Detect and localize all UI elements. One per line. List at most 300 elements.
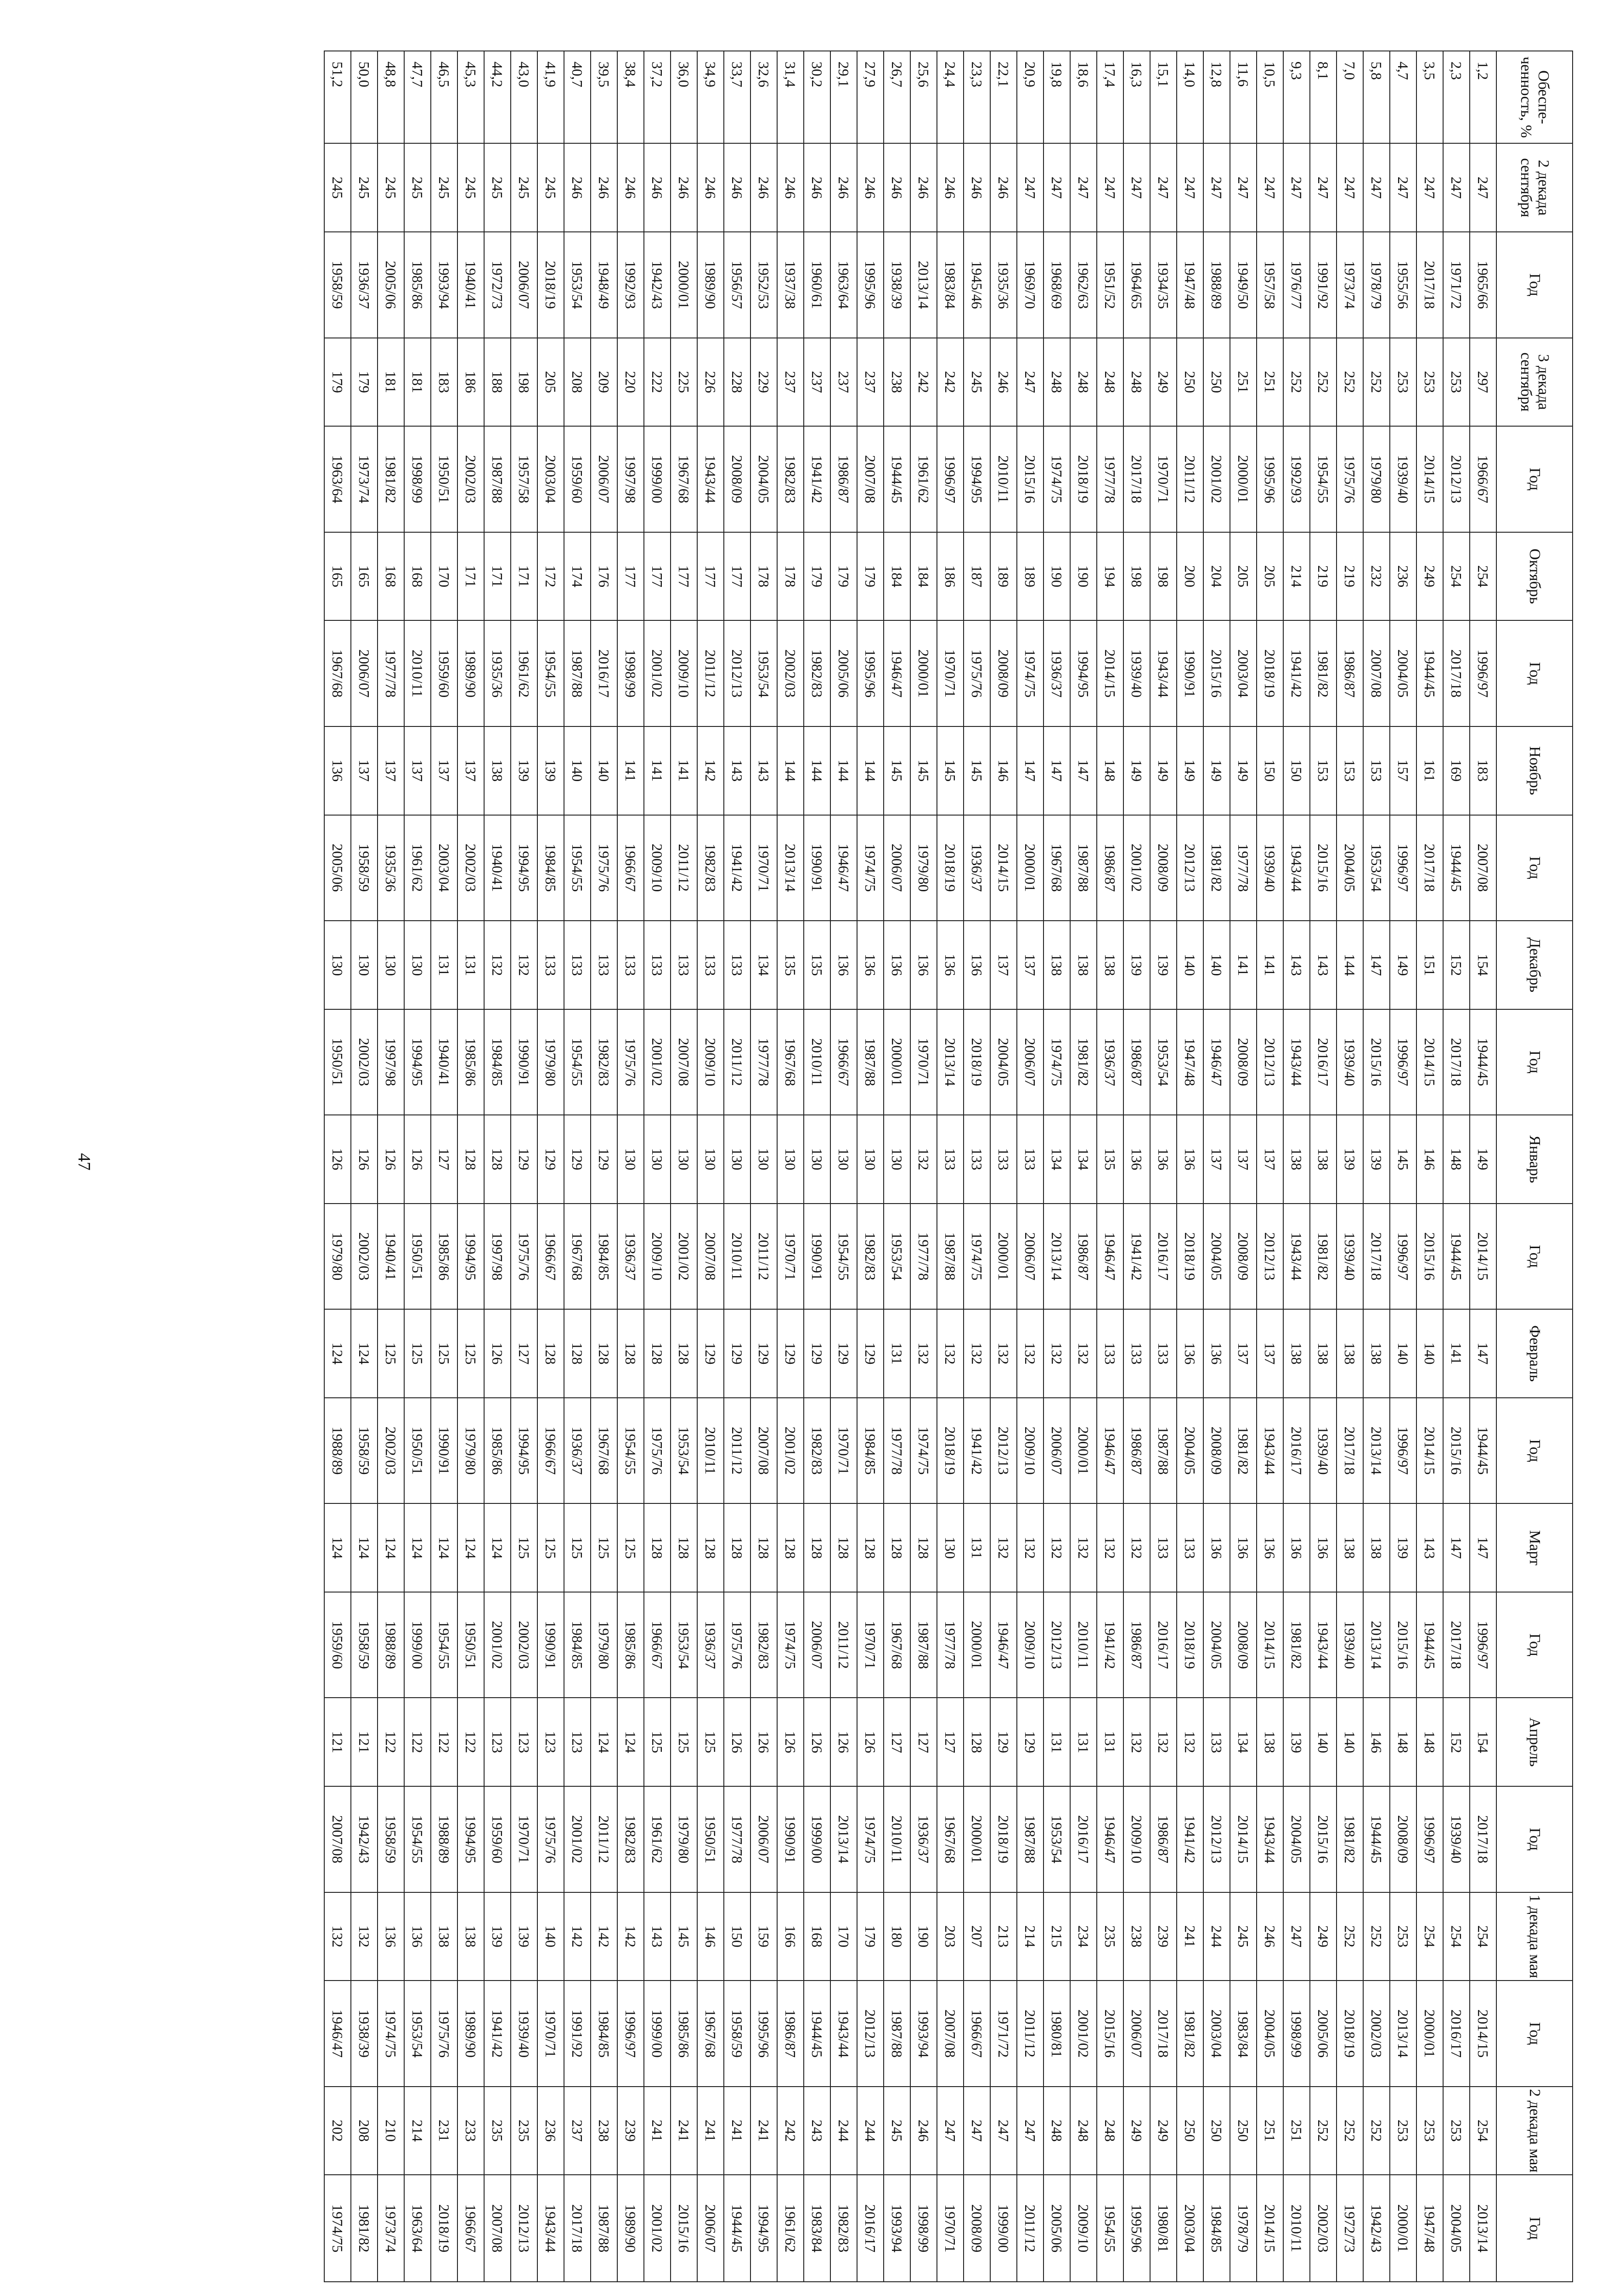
value-cell: 208 (351, 2087, 378, 2175)
value-cell: 128 (804, 1503, 830, 1592)
year-cell: 2000/01 (1070, 1398, 1097, 1503)
year-cell: 2009/10 (1017, 1592, 1044, 1698)
year-cell: 2000/01 (1416, 1981, 1443, 2086)
value-cell: 246 (750, 143, 777, 232)
year-cell: 1974/75 (1044, 426, 1070, 532)
year-cell: 1961/62 (777, 2175, 804, 2282)
value-cell: 247 (1470, 143, 1496, 232)
value-cell: 139 (1337, 1115, 1363, 1204)
year-cell: 1967/68 (564, 1204, 591, 1309)
value-cell: 154 (1470, 921, 1496, 1009)
year-cell: 2016/17 (1283, 1398, 1310, 1503)
year-cell: 1981/82 (378, 426, 404, 532)
value-cell: 132 (1177, 1698, 1203, 1786)
value-cell: 139 (1363, 1115, 1390, 1204)
year-cell: 2018/19 (1177, 1204, 1203, 1309)
value-cell: 132 (990, 1309, 1017, 1398)
probability-cell: 22,1 (990, 51, 1017, 143)
value-cell: 174 (564, 532, 591, 621)
table-row (1203, 51, 1230, 2282)
value-cell: 241 (750, 2087, 777, 2175)
probability-cell: 10,5 (1257, 51, 1283, 143)
year-cell: 2015/16 (1203, 620, 1230, 726)
year-cell: 1994/95 (511, 1398, 537, 1503)
year-cell: 2011/12 (697, 620, 724, 726)
value-cell: 245 (404, 143, 431, 232)
year-cell: 2007/08 (857, 426, 884, 532)
year-cell: 2014/15 (1470, 1981, 1496, 2086)
year-cell: 1941/42 (1177, 1786, 1203, 1892)
year-cell: 2007/08 (1470, 815, 1496, 921)
value-cell: 130 (830, 1115, 857, 1204)
year-cell: 1981/82 (1203, 815, 1230, 921)
year-cell: 1934/35 (1150, 232, 1177, 338)
year-cell: 1958/59 (351, 1398, 378, 1503)
value-cell: 130 (324, 921, 351, 1009)
value-cell: 207 (964, 1892, 990, 1981)
table-row (457, 51, 484, 2282)
year-cell: 2008/09 (964, 2175, 990, 2282)
year-cell: 2018/19 (431, 2175, 457, 2282)
value-cell: 249 (1123, 2087, 1150, 2175)
year-cell: 2000/01 (964, 1786, 990, 1892)
year-cell: 1985/86 (671, 1981, 697, 2086)
value-cell: 246 (910, 2087, 937, 2175)
value-cell: 141 (671, 726, 697, 815)
probability-cell: 23,3 (964, 51, 990, 143)
value-cell: 246 (591, 143, 617, 232)
value-cell: 168 (404, 532, 431, 621)
year-cell: 1935/36 (484, 620, 511, 726)
year-cell: 2000/01 (910, 620, 937, 726)
year-cell: 1999/00 (644, 1981, 671, 2086)
value-cell: 126 (484, 1309, 511, 1398)
probability-cell: 34,9 (697, 51, 724, 143)
column-header: 2 декада мая (1496, 2087, 1573, 2175)
value-cell: 246 (937, 143, 964, 232)
year-cell: 1984/85 (591, 1204, 617, 1309)
year-cell: 2014/15 (1416, 1009, 1443, 1115)
value-cell: 236 (537, 2087, 564, 2175)
value-cell: 146 (697, 1892, 724, 1981)
value-cell: 150 (724, 1892, 750, 1981)
value-cell: 247 (1017, 338, 1044, 427)
value-cell: 133 (1203, 1698, 1230, 1786)
value-cell: 136 (378, 1892, 404, 1981)
year-cell: 1954/55 (1310, 426, 1337, 532)
value-cell: 245 (884, 2087, 910, 2175)
table-row (1257, 51, 1283, 2282)
year-cell: 2001/02 (1070, 1981, 1097, 2086)
year-cell: 1988/89 (431, 1786, 457, 1892)
value-cell: 129 (724, 1309, 750, 1398)
value-cell: 137 (1203, 1115, 1230, 1204)
value-cell: 203 (937, 1892, 964, 1981)
value-cell: 129 (804, 1309, 830, 1398)
table-row (537, 51, 564, 2282)
table-row (990, 51, 1017, 2282)
probability-cell: 8,1 (1310, 51, 1337, 143)
value-cell: 137 (457, 726, 484, 815)
probability-table (324, 51, 1573, 2282)
year-cell: 1981/82 (1177, 1981, 1203, 2086)
value-cell: 172 (537, 532, 564, 621)
year-cell: 2001/02 (644, 2175, 671, 2282)
year-cell: 2013/14 (1044, 1204, 1070, 1309)
year-cell: 1982/83 (804, 1398, 830, 1503)
value-cell: 247 (1070, 143, 1097, 232)
year-cell: 1972/73 (484, 232, 511, 338)
year-cell: 1939/40 (1123, 620, 1150, 726)
value-cell: 252 (1310, 338, 1337, 427)
year-cell: 1987/88 (1150, 1398, 1177, 1503)
value-cell: 134 (750, 921, 777, 1009)
value-cell: 138 (1363, 1309, 1390, 1398)
value-cell: 136 (1283, 1503, 1310, 1592)
value-cell: 200 (1177, 532, 1203, 621)
year-cell: 1967/68 (697, 1981, 724, 2086)
value-cell: 243 (804, 2087, 830, 2175)
year-cell: 2014/15 (1097, 620, 1123, 726)
year-cell: 2016/17 (1310, 1009, 1337, 1115)
year-cell: 1992/93 (1283, 426, 1310, 532)
table-row (484, 51, 511, 2282)
value-cell: 219 (1310, 532, 1337, 621)
value-cell: 184 (910, 532, 937, 621)
value-cell: 241 (644, 2087, 671, 2175)
value-cell: 131 (884, 1309, 910, 1398)
year-cell: 1943/44 (1257, 1786, 1283, 1892)
value-cell: 179 (830, 532, 857, 621)
column-header: Год (1496, 232, 1573, 338)
value-cell: 129 (697, 1309, 724, 1398)
value-cell: 140 (1390, 1309, 1416, 1398)
probability-cell: 18,6 (1070, 51, 1097, 143)
year-cell: 1996/97 (1416, 1786, 1443, 1892)
year-cell: 2014/15 (1257, 2175, 1283, 2282)
value-cell: 125 (617, 1503, 644, 1592)
year-cell: 2004/05 (1390, 620, 1416, 726)
year-cell: 1969/70 (1017, 232, 1044, 338)
year-cell: 2008/09 (1150, 815, 1177, 921)
year-cell: 1996/97 (937, 426, 964, 532)
year-cell: 1945/46 (964, 232, 990, 338)
year-cell: 1946/47 (1097, 1204, 1123, 1309)
value-cell: 247 (937, 2087, 964, 2175)
year-cell: 2016/17 (1150, 1204, 1177, 1309)
year-cell: 1936/37 (910, 1786, 937, 1892)
value-cell: 127 (910, 1698, 937, 1786)
value-cell: 297 (1470, 338, 1496, 427)
value-cell: 136 (964, 921, 990, 1009)
value-cell: 208 (564, 338, 591, 427)
year-cell: 2007/08 (324, 1786, 351, 1892)
value-cell: 177 (617, 532, 644, 621)
probability-cell: 48,8 (378, 51, 404, 143)
year-cell: 1980/81 (1044, 1981, 1070, 2086)
year-cell: 1975/76 (1337, 426, 1363, 532)
value-cell: 139 (484, 1892, 511, 1981)
value-cell: 253 (1443, 2087, 1470, 2175)
year-cell: 2009/10 (644, 1204, 671, 1309)
year-cell: 1959/60 (431, 620, 457, 726)
rotated-table-container (57, 51, 1573, 2282)
year-cell: 2018/19 (937, 815, 964, 921)
value-cell: 133 (937, 1115, 964, 1204)
value-cell: 146 (990, 726, 1017, 815)
value-cell: 132 (511, 921, 537, 1009)
value-cell: 213 (990, 1892, 1017, 1981)
value-cell: 238 (884, 338, 910, 427)
value-cell: 187 (964, 532, 990, 621)
value-cell: 122 (457, 1698, 484, 1786)
year-cell: 1939/40 (1390, 426, 1416, 532)
value-cell: 123 (564, 1698, 591, 1786)
value-cell: 253 (1390, 2087, 1416, 2175)
year-cell: 1953/54 (1150, 1009, 1177, 1115)
value-cell: 250 (1203, 2087, 1230, 2175)
year-cell: 1940/41 (457, 232, 484, 338)
value-cell: 130 (697, 1115, 724, 1204)
value-cell: 140 (537, 1892, 564, 1981)
value-cell: 177 (697, 532, 724, 621)
year-cell: 1995/96 (857, 620, 884, 726)
value-cell: 130 (857, 1115, 884, 1204)
value-cell: 190 (1070, 532, 1097, 621)
table-row (1390, 51, 1416, 2282)
year-cell: 2001/02 (484, 1592, 511, 1698)
year-cell: 2007/08 (697, 1204, 724, 1309)
year-cell: 2017/18 (1443, 1592, 1470, 1698)
value-cell: 245 (484, 143, 511, 232)
value-cell: 136 (1230, 1503, 1257, 1592)
year-cell: 1954/55 (404, 1786, 431, 1892)
year-cell: 2010/11 (724, 1204, 750, 1309)
year-cell: 1946/47 (1097, 1398, 1123, 1503)
year-cell: 2016/17 (857, 2175, 884, 2282)
year-cell: 2011/12 (724, 1398, 750, 1503)
year-cell: 1980/81 (1150, 2175, 1177, 2282)
table-row (324, 51, 351, 2282)
year-cell: 1996/97 (1390, 815, 1416, 921)
value-cell: 147 (1017, 726, 1044, 815)
year-cell: 1984/85 (1203, 2175, 1230, 2282)
year-cell: 1984/85 (591, 1981, 617, 2086)
year-cell: 1977/78 (1097, 426, 1123, 532)
year-cell: 1946/47 (990, 1592, 1017, 1698)
year-cell: 1981/82 (351, 2175, 378, 2282)
value-cell: 139 (1390, 1503, 1416, 1592)
year-cell: 1990/91 (431, 1398, 457, 1503)
value-cell: 124 (351, 1309, 378, 1398)
value-cell: 251 (1283, 2087, 1310, 2175)
value-cell: 129 (564, 1115, 591, 1204)
year-cell: 1966/67 (457, 2175, 484, 2282)
value-cell: 248 (1070, 338, 1097, 427)
year-cell: 1967/68 (937, 1786, 964, 1892)
value-cell: 134 (1044, 1115, 1070, 1204)
value-cell: 246 (964, 143, 990, 232)
year-cell: 1981/82 (1337, 1786, 1363, 1892)
year-cell: 2013/14 (1363, 1398, 1390, 1503)
year-cell: 1944/45 (1470, 1398, 1496, 1503)
value-cell: 138 (1310, 1309, 1337, 1398)
year-cell: 2017/18 (1443, 1009, 1470, 1115)
value-cell: 254 (1416, 1892, 1443, 1981)
value-cell: 248 (1097, 2087, 1123, 2175)
year-cell: 1936/37 (617, 1204, 644, 1309)
year-cell: 1943/44 (1310, 1592, 1337, 1698)
probability-cell: 12,8 (1203, 51, 1230, 143)
year-cell: 1974/75 (857, 815, 884, 921)
year-cell: 1944/45 (1416, 620, 1443, 726)
year-cell: 1936/37 (1097, 1009, 1123, 1115)
column-header: 2 декада сентября (1496, 143, 1573, 232)
year-cell: 1963/64 (830, 232, 857, 338)
year-cell: 1961/62 (910, 426, 937, 532)
value-cell: 148 (1097, 726, 1123, 815)
value-cell: 248 (1123, 338, 1150, 427)
value-cell: 143 (1283, 921, 1310, 1009)
year-cell: 2008/09 (1230, 1204, 1257, 1309)
value-cell: 123 (484, 1698, 511, 1786)
year-cell: 2007/08 (484, 2175, 511, 2282)
year-cell: 2001/02 (671, 1204, 697, 1309)
year-cell: 2004/05 (1257, 1981, 1283, 2086)
value-cell: 138 (1363, 1503, 1390, 1592)
value-cell: 126 (324, 1115, 351, 1204)
value-cell: 130 (750, 1115, 777, 1204)
value-cell: 222 (644, 338, 671, 427)
value-cell: 246 (564, 143, 591, 232)
year-cell: 2002/03 (351, 1204, 378, 1309)
year-cell: 1979/80 (457, 1398, 484, 1503)
value-cell: 145 (671, 1892, 697, 1981)
year-cell: 2001/02 (564, 1786, 591, 1892)
value-cell: 247 (1123, 143, 1150, 232)
value-cell: 188 (484, 338, 511, 427)
value-cell: 151 (1416, 921, 1443, 1009)
table-row (750, 51, 777, 2282)
probability-cell: 3,5 (1416, 51, 1443, 143)
value-cell: 250 (1177, 338, 1203, 427)
year-cell: 1983/84 (937, 232, 964, 338)
value-cell: 143 (724, 726, 750, 815)
value-cell: 145 (910, 726, 937, 815)
year-cell: 1975/76 (431, 1981, 457, 2086)
probability-cell: 43,0 (511, 51, 537, 143)
year-cell: 2008/09 (724, 426, 750, 532)
value-cell: 247 (1017, 2087, 1044, 2175)
value-cell: 124 (324, 1503, 351, 1592)
year-cell: 1997/98 (484, 1204, 511, 1309)
year-cell: 1951/52 (1097, 232, 1123, 338)
year-cell: 1959/60 (324, 1592, 351, 1698)
year-cell: 2004/05 (1203, 1204, 1230, 1309)
year-cell: 1987/88 (884, 1981, 910, 2086)
year-cell: 1987/88 (591, 2175, 617, 2282)
year-cell: 1993/94 (431, 232, 457, 338)
year-cell: 1966/67 (537, 1398, 564, 1503)
year-cell: 2018/19 (937, 1398, 964, 1503)
value-cell: 237 (857, 338, 884, 427)
value-cell: 125 (431, 1309, 457, 1398)
value-cell: 137 (990, 921, 1017, 1009)
year-cell: 1979/80 (324, 1204, 351, 1309)
value-cell: 138 (484, 726, 511, 815)
value-cell: 137 (431, 726, 457, 815)
year-cell: 2005/06 (378, 232, 404, 338)
year-cell: 1943/44 (537, 2175, 564, 2282)
year-cell: 1962/63 (1070, 232, 1097, 338)
year-cell: 2011/12 (671, 815, 697, 921)
value-cell: 168 (378, 532, 404, 621)
year-cell: 2014/15 (990, 815, 1017, 921)
value-cell: 136 (1123, 1115, 1150, 1204)
year-cell: 1955/56 (1390, 232, 1416, 338)
probability-cell: 5,8 (1363, 51, 1390, 143)
year-cell: 1982/83 (804, 620, 830, 726)
probability-cell: 51,2 (324, 51, 351, 143)
year-cell: 2000/01 (964, 1592, 990, 1698)
year-cell: 2005/06 (1044, 2175, 1070, 2282)
value-cell: 129 (537, 1115, 564, 1204)
year-cell: 2012/13 (1443, 426, 1470, 532)
value-cell: 186 (937, 532, 964, 621)
table-row (697, 51, 724, 2282)
year-cell: 2014/15 (1416, 1398, 1443, 1503)
year-cell: 2010/11 (1070, 1592, 1097, 1698)
column-header: Год (1496, 1786, 1573, 1892)
table-row (830, 51, 857, 2282)
value-cell: 138 (457, 1892, 484, 1981)
year-cell: 1979/80 (591, 1592, 617, 1698)
value-cell: 124 (404, 1503, 431, 1592)
column-header: Год (1496, 815, 1573, 921)
year-cell: 2010/11 (990, 426, 1017, 532)
year-cell: 1970/71 (830, 1398, 857, 1503)
value-cell: 132 (910, 1309, 937, 1398)
value-cell: 198 (1150, 532, 1177, 621)
table-row (1363, 51, 1390, 2282)
value-cell: 128 (537, 1309, 564, 1398)
value-cell: 138 (1337, 1309, 1363, 1398)
year-cell: 1970/71 (937, 2175, 964, 2282)
value-cell: 133 (1123, 1309, 1150, 1398)
year-cell: 1993/94 (884, 2175, 910, 2282)
table-row (1337, 51, 1363, 2282)
year-cell: 1967/68 (884, 1592, 910, 1698)
year-cell: 2017/18 (1416, 815, 1443, 921)
value-cell: 179 (857, 1892, 884, 1981)
value-cell: 133 (644, 921, 671, 1009)
value-cell: 251 (1257, 338, 1283, 427)
value-cell: 181 (378, 338, 404, 427)
value-cell: 242 (937, 338, 964, 427)
value-cell: 133 (1150, 1503, 1177, 1592)
value-cell: 215 (1044, 1892, 1070, 1981)
year-cell: 2009/10 (697, 1009, 724, 1115)
value-cell: 149 (1123, 726, 1150, 815)
value-cell: 245 (1230, 1892, 1257, 1981)
year-cell: 1990/91 (804, 1204, 830, 1309)
year-cell: 1941/42 (484, 1981, 511, 2086)
value-cell: 128 (644, 1309, 671, 1398)
year-cell: 1960/61 (804, 232, 830, 338)
value-cell: 142 (564, 1892, 591, 1981)
value-cell: 131 (1044, 1698, 1070, 1786)
year-cell: 2000/01 (1390, 2175, 1416, 2282)
